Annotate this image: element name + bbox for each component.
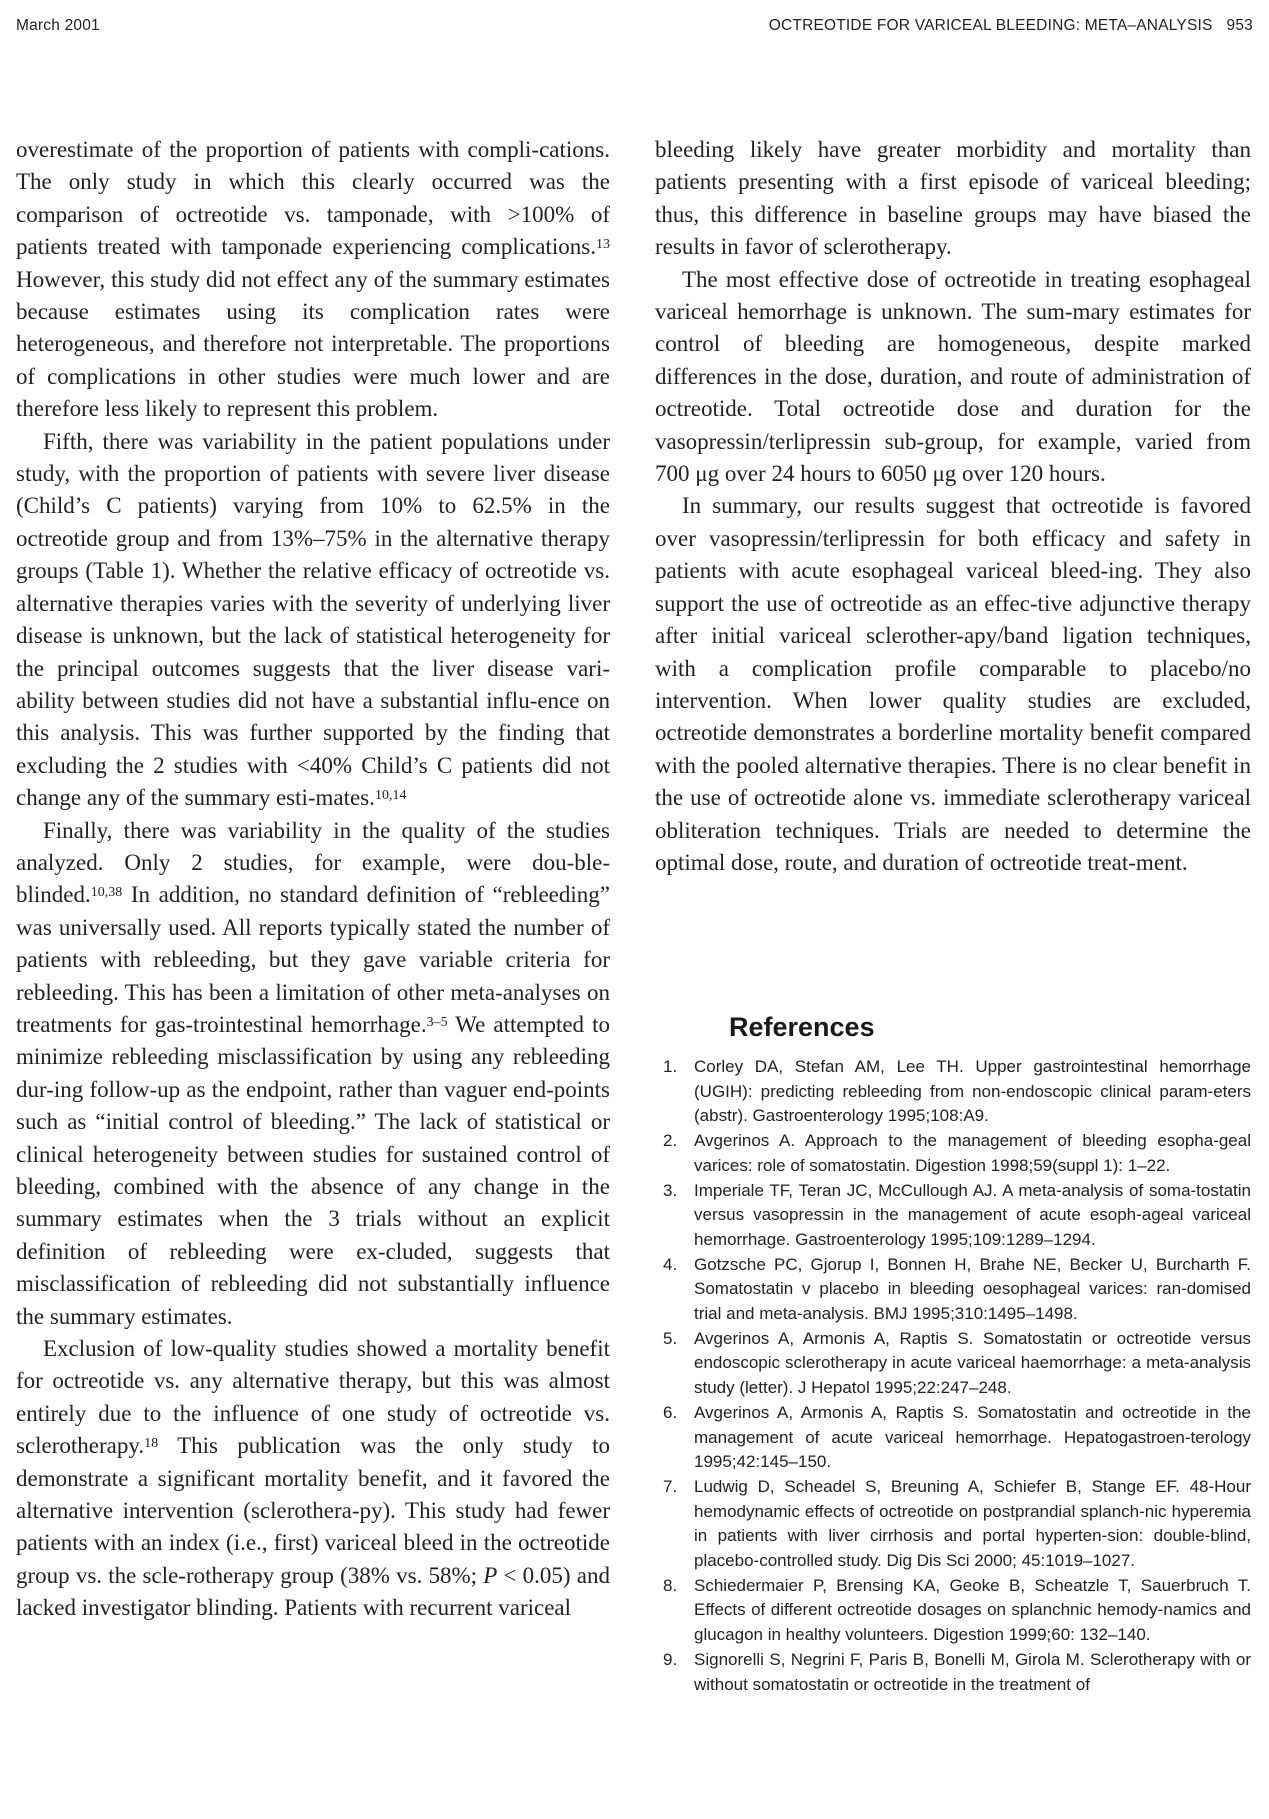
reference-text: Schiedermaier P, Brensing KA, Geoke B, Scheatzle T, Sauerbruch T. Effects of different octreotide dosages on splanchnic hemody-namics and glucagon in healthy volunteers. Digestion 1999;60: 132–140.: [694, 1575, 1251, 1645]
running-title-group: [769, 17, 1253, 35]
citation: 10,38: [90, 885, 123, 901]
paragraph-exclusion: [16, 1333, 610, 1625]
citation: 13: [596, 237, 610, 253]
reference-number: 3.: [663, 1180, 678, 1200]
reference-item: [655, 1327, 1251, 1401]
citation: 10,14: [374, 788, 407, 804]
reference-text: Corley DA, Stefan AM, Lee TH. Upper gastrointestinal hemorrhage (UGIH): predicting rebleeding from non-endoscopic clinical param-eters (abstr). Gastroenterology 1995;108:A9.: [694, 1057, 1251, 1126]
reference-item: [655, 1253, 1251, 1327]
running-head: [16, 17, 1253, 39]
citation: 3–5: [426, 1014, 448, 1030]
reference-text: Avgerinos A, Armonis A, Raptis S. Somatostatin or octreotide versus endoscopic sclerotherapy in acute variceal haemorrhage: a meta-analysis study (letter). J Hepatol 1995;22:247–248.: [694, 1328, 1251, 1398]
reference-item: [655, 1648, 1251, 1697]
reference-text: Avgerinos A. Approach to the management of bleeding esopha-geal varices: role of somatostatin. Digestion 1998;59(suppl 1): 1–22.: [694, 1131, 1251, 1175]
reference-text: Avgerinos A, Armonis A, Raptis S. Somatostatin and octreotide in the management of acute variceal hemorrhage. Hepatogastroen-terology 1995;42:145–150.: [694, 1402, 1251, 1472]
text-run: This publication was the only study to demonstrate a significant mortality benefit, and it favored the alternative intervention (sclerothera-py). This study had fewer patients with an index (i.e., first) variceal bleed in the octreotide group vs. the scle-rotherapy group (38% vs. 58%;: [16, 1433, 610, 1588]
reference-item: [655, 1129, 1251, 1178]
reference-item: [655, 1475, 1251, 1574]
reference-number: 9.: [663, 1649, 678, 1669]
references-heading: References: [729, 1012, 875, 1042]
paragraph-bleeding: bleeding likely have greater morbidity and mortality than patients presenting with a first episode of variceal bleeding; thus, this difference in baseline groups may have biased the results in favor of sclerotherapy.: [655, 137, 1251, 260]
paragraph-overestimate: [16, 134, 610, 426]
reference-text: Gotzsche PC, Gjorup I, Bonnen H, Brahe NE, Becker U, Burcharth F. Somatostatin v placebo in bleeding oesophageal varices: ran-domised trial and meta-analysis. BMJ 1995;310:1495–1498.: [694, 1254, 1251, 1324]
reference-number: 7.: [663, 1476, 678, 1496]
text-run: However, this study did not effect any of the summary estimates because estimates using its complication rates were heterogeneous, and therefore not interpretable. The proportions of complications in other studies were much lower and are therefore less likely to represent this problem.: [16, 266, 610, 422]
issue-date: March 2001: [16, 17, 100, 34]
page-number: 953: [1226, 17, 1253, 34]
reference-number: 6.: [663, 1402, 678, 1422]
citation: 18: [144, 1436, 159, 1452]
paragraph-dose: The most effective dose of octreotide in treating esophageal variceal hemorrhage is unknown. The sum-mary estimates for control of bleeding are homogeneous, despite marked differences in the dose, duration, and route of administration of octreotide. Total octreotide dose and duration for the vasopressin/terlipressin sub-group, for example, varied from 700 μg over 24 hours to 6050 μg over 120 hours.: [655, 266, 1251, 487]
reference-number: 5.: [663, 1328, 678, 1348]
reference-item: [655, 1574, 1251, 1648]
reference-number: 2.: [663, 1131, 678, 1151]
reference-item: [655, 1055, 1251, 1129]
reference-text: Imperiale TF, Teran JC, McCullough AJ. A meta-analysis of soma-tostatin versus vasopressin in the management of acute esoph-ageal variceal hemorrhage. Gastroenterology 1995;109:1289–1294.: [694, 1180, 1251, 1249]
paragraph-summary: In summary, our results suggest that octreotide is favored over vasopressin/terlipressin for both efficacy and safety in patients with acute esophageal variceal bleed-ing. They also support the use of octreotide as an effec-tive adjunctive therapy after initial variceal sclerother-apy/band ligation techniques, with a complication profile comparable to placebo/no intervention. When lower quality studies are excluded, octreotide demonstrates a borderline mortality benefit compared with the pooled alternative therapies. There is no clear benefit in the use of octreotide alone vs. immediate sclerotherapy variceal obliteration techniques. Trials are needed to determine the optimal dose, route, and duration of octreotide treat-ment.: [655, 493, 1251, 875]
reference-number: 1.: [663, 1057, 678, 1076]
reference-text: Ludwig D, Scheadel S, Breuning A, Schiefer B, Stange EF. 48-Hour hemodynamic effects of octreotide on postprandial splanch-nic hyperemia in patients with liver cirrhosis and portal hyperten-sion: double-blind, placebo-controlled study. Dig Dis Sci 2000; 45:1019–1027.: [694, 1476, 1251, 1571]
reference-number: 4.: [663, 1254, 678, 1274]
reference-list: [655, 1055, 1251, 1697]
right-column: [655, 134, 1251, 879]
paragraph-fifth: [16, 426, 610, 815]
left-column: [16, 134, 610, 1625]
paragraph-finally: [16, 815, 610, 1334]
reference-item: [655, 1401, 1251, 1475]
text-run: overestimate of the proportion of patients with compli-cations. The only study in which this clearly occurred was the comparison of octreotide vs. tamponade, with >100% of patients treated with tamponade experiencing complications.: [16, 137, 610, 260]
text-run: Exclusion of low-quality studies showed a mortality benefit for octreotide vs. any alternative therapy, but this was almost entirely due to the influence of one study of octreotide vs. sclerotherapy.: [16, 1336, 610, 1459]
text-run: We attempted to minimize rebleeding misclassification by using any rebleeding dur-ing follow-up as the endpoint, rather than vaguer end-points such as “initial control of bleeding.” The lack of statistical or clinical heterogeneity between studies for sustained control of bleeding, combined with the absence of any change in the summary estimates when the 3 trials without an explicit definition of rebleeding were ex-cluded, suggests that misclassification of rebleeding did not substantially influence the summary estimates.: [16, 1011, 610, 1329]
p-value-symbol: P: [483, 1562, 498, 1588]
reference-item: [655, 1179, 1251, 1253]
text-run: Fifth, there was variability in the patient populations under study, with the proportion of patients with severe liver disease (Child’s C patients) varying from 10% to 62.5% in the octreotide group and from 13%–75% in the alternative therapy groups (Table 1). Whether the relative efficacy of octreotide vs. alternative therapies varies with the severity of underlying liver disease is unknown, but the lack of statistical heterogeneity for the principal outcomes suggests that the liver disease vari-ability between studies did not have a substantial influ-ence on this analysis. This was further supported by the finding that excluding the 2 studies with <40% Child’s C patients did not change any of the summary esti-mates.: [16, 428, 610, 811]
reference-number: 8.: [663, 1575, 678, 1595]
text-run: Finally, there was variability in the quality of the studies analyzed. Only 2 studies, for example, were dou-ble-blinded.: [16, 817, 610, 908]
references-section: [655, 1012, 1251, 1697]
text-run: < 0.05) and lacked investigator blinding. Patients with recurrent variceal: [16, 1562, 610, 1621]
text-run: In addition, no standard definition of “rebleeding” was universally used. All reports typically stated the number of patients with rebleeding, but they gave variable criteria for rebleeding. This has been a limitation of other meta-analyses on treatments for gas-trointestinal hemorrhage.: [16, 882, 610, 1037]
running-title: OCTREOTIDE FOR VARICEAL BLEEDING: META–ANALYSIS: [768, 17, 1213, 34]
reference-text: Signorelli S, Negrini F, Paris B, Bonelli M, Girola M. Sclerotherapy with or without somatostatin or octreotide in the treatment of: [694, 1649, 1251, 1694]
